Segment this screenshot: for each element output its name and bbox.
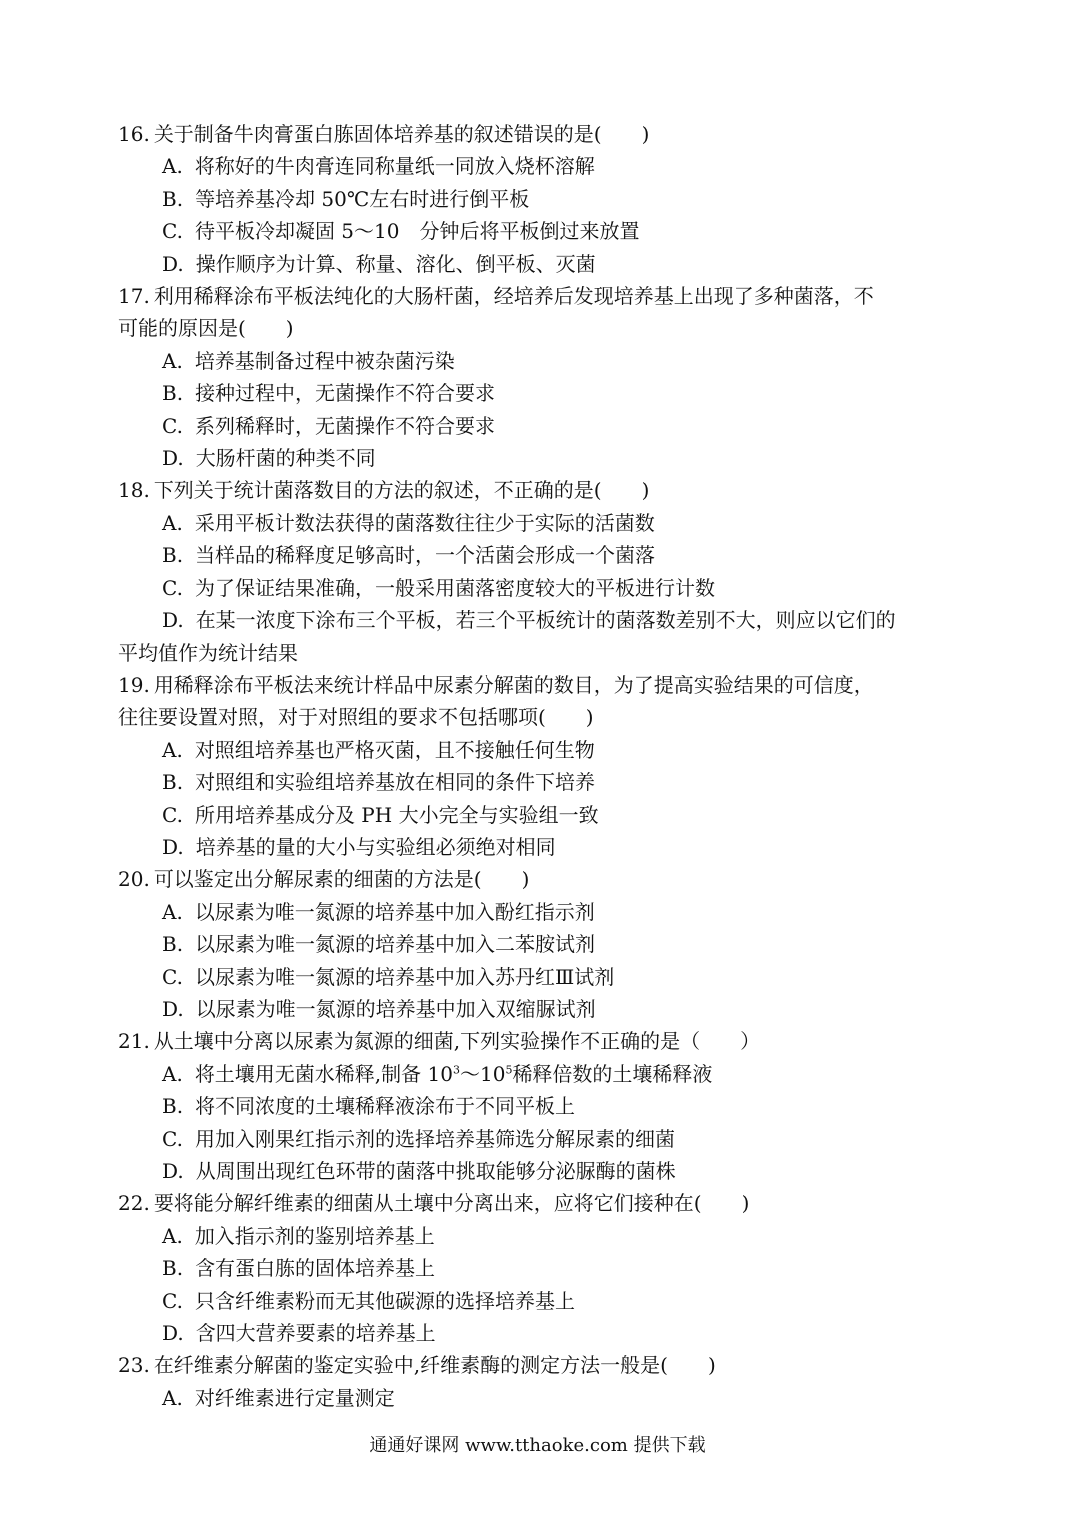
option-text: 只含纤维素粉而无其他碳源的选择培养基上	[194, 1288, 575, 1313]
option-a	[118, 734, 963, 766]
option-text: 等培养基冷却 50℃左右时进行倒平板	[195, 186, 530, 211]
option-c	[118, 410, 963, 442]
question-text: 利用稀释涂布平板法纯化的大肠杆菌，经培养后发现培养基上出现了多种菌落，不	[153, 284, 874, 309]
option-d	[118, 248, 963, 280]
option-text: 对纤维素进行定量测定	[194, 1385, 395, 1410]
option-letter: A.	[162, 154, 183, 179]
option-letter: D.	[162, 446, 184, 471]
question-21	[118, 1025, 963, 1187]
page-footer: 通通好课网 www.tthaoke.com 提供下载	[369, 1435, 706, 1456]
option-b	[118, 183, 963, 215]
option-b	[118, 1090, 963, 1122]
option-text-mid: ～10	[459, 1061, 506, 1086]
exponent: 3	[452, 1063, 460, 1077]
option-text: 将不同浓度的土壤稀释液涂布于不同平板上	[195, 1094, 576, 1119]
option-letter: B.	[162, 932, 184, 957]
option-d	[118, 831, 963, 863]
question-23	[118, 1349, 963, 1414]
option-b	[118, 928, 963, 960]
option-a	[118, 345, 963, 377]
option-letter: B.	[162, 1256, 184, 1281]
question-22	[118, 1187, 963, 1349]
option-letter: D.	[162, 1159, 184, 1183]
option-letter: C.	[162, 219, 183, 244]
question-18	[118, 474, 963, 668]
option-letter: B.	[162, 186, 184, 211]
option-text: 以尿素为唯一氮源的培养基中加入酚红指示剂	[194, 899, 595, 924]
question-number: 18.	[118, 478, 150, 503]
question-stem	[118, 1025, 963, 1057]
option-letter: B.	[162, 770, 184, 795]
option-c	[118, 961, 963, 993]
question-20	[118, 863, 963, 1025]
question-number: 20.	[118, 867, 150, 892]
option-c	[118, 215, 963, 247]
option-letter: C.	[162, 575, 183, 600]
option-c	[118, 799, 963, 831]
question-16	[118, 118, 963, 280]
option-text: 对照组培养基也严格灭菌，且不接触任何生物	[194, 737, 595, 762]
option-a	[118, 1382, 963, 1414]
option-letter: C.	[162, 802, 183, 827]
option-text: 以尿素为唯一氮源的培养基中加入双缩脲试剂	[195, 996, 596, 1021]
option-text: 含四大营养要素的培养基上	[195, 1321, 436, 1346]
option-d-continued: 平均值作为统计结果	[118, 640, 298, 665]
option-letter: D.	[162, 996, 184, 1021]
question-number: 19.	[118, 672, 150, 697]
option-c	[118, 572, 963, 604]
option-text: 含有蛋白胨的固体培养基上	[195, 1256, 436, 1281]
question-stem	[118, 863, 963, 895]
option-letter: D.	[162, 834, 184, 859]
question-17	[118, 280, 963, 474]
option-letter: A.	[162, 1385, 183, 1410]
question-number: 22.	[118, 1191, 150, 1216]
question-stem	[118, 1349, 963, 1381]
question-number: 23.	[118, 1353, 150, 1378]
option-letter: A.	[162, 737, 183, 762]
option-letter: A.	[162, 1061, 183, 1086]
question-text-continued: 往往要设置对照，对于对照组的要求不包括哪项( )	[118, 705, 594, 730]
question-text: 在纤维素分解菌的鉴定实验中,纤维素酶的测定方法一般是( )	[153, 1353, 716, 1378]
exponent: 5	[505, 1063, 513, 1077]
option-letter: D.	[162, 251, 184, 276]
question-text: 可以鉴定出分解尿素的细菌的方法是( )	[153, 867, 530, 892]
question-number: 16.	[118, 122, 150, 146]
question-stem	[118, 669, 963, 734]
option-b	[118, 377, 963, 409]
option-d	[118, 1155, 963, 1187]
option-letter: D.	[162, 1321, 184, 1346]
option-letter: A.	[162, 348, 183, 373]
option-text: 为了保证结果准确，一般采用菌落密度较大的平板进行计数	[194, 575, 715, 600]
option-a	[118, 507, 963, 539]
option-d	[118, 604, 963, 636]
option-text-pre: 将土壤用无菌水稀释,制备 10	[194, 1061, 453, 1086]
option-text: 在某一浓度下涂布三个平板，若三个平板统计的菌落数差别不大，则应以它们的	[195, 608, 896, 633]
option-text: 从周围出现红色环带的菌落中挑取能够分泌脲酶的菌株	[195, 1159, 676, 1183]
option-text: 以尿素为唯一氮源的培养基中加入苏丹红Ⅲ试剂	[194, 964, 615, 989]
option-letter: C.	[162, 964, 183, 989]
question-list	[118, 118, 963, 1414]
question-text: 关于制备牛肉膏蛋白胨固体培养基的叙述错误的是( )	[153, 122, 650, 146]
option-text: 所用培养基成分及 PH 大小完全与实验组一致	[194, 802, 599, 827]
option-letter: A.	[162, 899, 183, 924]
option-letter: B.	[162, 381, 184, 406]
option-letter: A.	[162, 510, 183, 535]
option-text: 当样品的稀释度足够高时，一个活菌会形成一个菌落	[195, 543, 656, 568]
option-text-post: 稀释倍数的土壤稀释液	[512, 1061, 713, 1086]
option-letter: B.	[162, 543, 184, 568]
question-text-continued: 可能的原因是( )	[118, 316, 294, 341]
option-b	[118, 539, 963, 571]
option-letter: C.	[162, 1126, 183, 1151]
option-text: 待平板冷却凝固 5～10 分钟后将平板倒过来放置	[194, 219, 640, 244]
option-text: 以尿素为唯一氮源的培养基中加入二苯胺试剂	[195, 932, 596, 957]
option-c	[118, 1123, 963, 1155]
option-d	[118, 993, 963, 1025]
option-text: 将称好的牛肉膏连同称量纸一同放入烧杯溶解	[194, 154, 595, 179]
question-stem	[118, 1187, 963, 1219]
question-stem	[118, 280, 963, 345]
question-stem	[118, 118, 963, 150]
question-text: 从土壤中分离以尿素为氮源的细菌,下列实验操作不正确的是（ ）	[153, 1029, 761, 1054]
option-a	[118, 1058, 963, 1090]
question-text: 用稀释涂布平板法来统计样品中尿素分解菌的数目，为了提高实验结果的可信度，	[153, 672, 874, 697]
option-text: 大肠杆菌的种类不同	[195, 446, 376, 471]
option-d	[118, 1317, 963, 1349]
option-b	[118, 766, 963, 798]
option-letter: D.	[162, 608, 184, 633]
option-text: 采用平板计数法获得的菌落数往往少于实际的活菌数	[194, 510, 655, 535]
option-letter: B.	[162, 1094, 184, 1119]
option-a	[118, 150, 963, 182]
option-text: 系列稀释时，无菌操作不符合要求	[194, 413, 495, 438]
option-d	[118, 442, 963, 474]
question-stem	[118, 474, 963, 506]
option-text: 加入指示剂的鉴别培养基上	[194, 1223, 435, 1248]
option-letter: C.	[162, 413, 183, 438]
option-text: 培养基的量的大小与实验组必须绝对相同	[195, 834, 556, 859]
option-text: 操作顺序为计算、称量、溶化、倒平板、灭菌	[195, 251, 596, 276]
question-text: 要将能分解纤维素的细菌从土壤中分离出来，应将它们接种在( )	[153, 1191, 750, 1216]
option-text: 对照组和实验组培养基放在相同的条件下培养	[195, 770, 596, 795]
option-text: 培养基制备过程中被杂菌污染	[194, 348, 455, 373]
option-b	[118, 1252, 963, 1284]
option-letter: A.	[162, 1223, 183, 1248]
option-letter: C.	[162, 1288, 183, 1313]
question-number: 21.	[118, 1029, 150, 1054]
option-text: 用加入刚果红指示剂的选择培养基筛选分解尿素的细菌	[194, 1126, 675, 1151]
question-19	[118, 669, 963, 863]
option-a	[118, 1220, 963, 1252]
question-number: 17.	[118, 284, 150, 309]
option-text: 接种过程中，无菌操作不符合要求	[195, 381, 496, 406]
option-c	[118, 1285, 963, 1317]
option-a	[118, 896, 963, 928]
question-text: 下列关于统计菌落数目的方法的叙述，不正确的是( )	[153, 478, 650, 503]
